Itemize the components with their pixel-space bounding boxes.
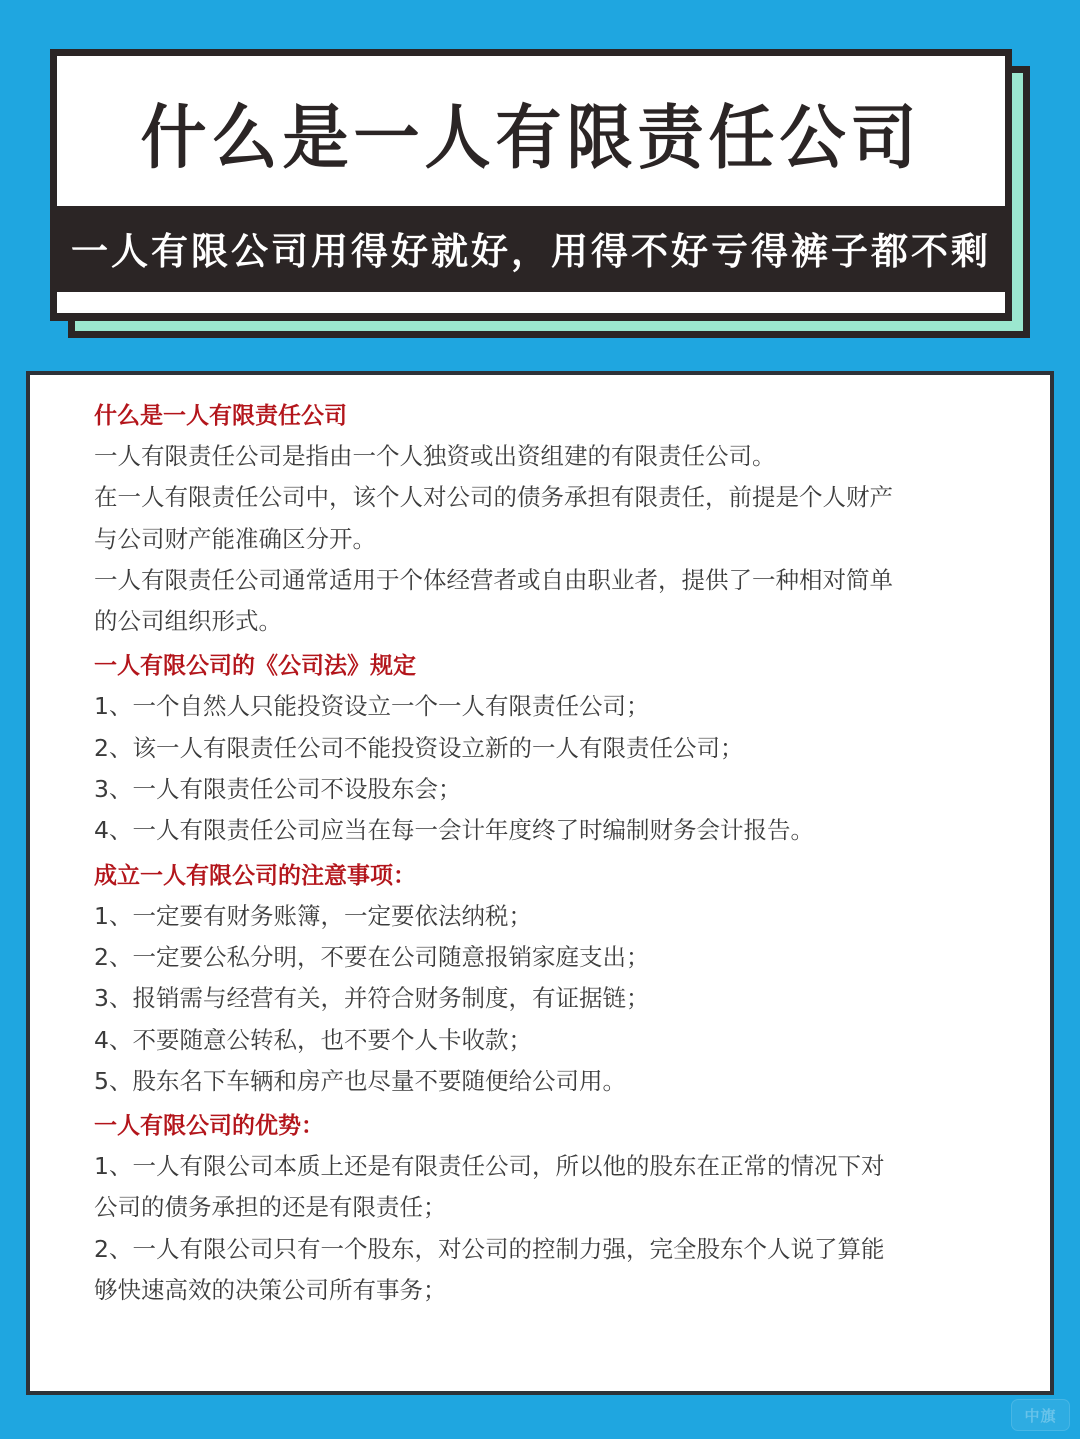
list-item: 1、一人有限公司本质上还是有限责任公司，所以他的股东在正常的情况下对: [94, 1152, 885, 1181]
list-item: 4、不要随意公转私，也不要个人卡收款；: [94, 1025, 532, 1054]
header-title-panel: [57, 56, 1005, 206]
paragraph-line: 与公司财产能准确区分开。: [94, 524, 376, 553]
list-item: 3、报销需与经营有关，并符合财务制度，有证据链；: [94, 984, 650, 1013]
header-subtitle-band: [50, 206, 1012, 289]
list-item: 够快速高效的决策公司所有事务；: [94, 1276, 447, 1305]
list-item: 2、一人有限公司只有一个股东，对公司的控制力强，完全股东个人说了算能: [94, 1234, 885, 1263]
section-advantages: [94, 1111, 990, 1311]
list-item: 公司的债务承担的还是有限责任；: [94, 1193, 447, 1222]
list-item: 2、该一人有限责任公司不能投资设立新的一人有限责任公司；: [94, 733, 744, 762]
paragraph-line: 一人有限责任公司是指由一个人独资或出资组建的有限责任公司。: [94, 442, 776, 470]
section-company-law-rules: [94, 651, 990, 851]
section-title: 成立一人有限公司的注意事项：: [94, 862, 416, 889]
header-bottom-strip: [57, 292, 1005, 313]
watermark-badge: 中旗: [1011, 1399, 1070, 1431]
list-item: 1、一定要有财务账簿，一定要依法纳税；: [94, 901, 532, 930]
paragraph-line: 一人有限责任公司通常适用于个体经营者或自由职业者，提供了一种相对简单: [94, 565, 893, 594]
list-item: 1、一个自然人只能投资设立一个一人有限责任公司；: [94, 692, 650, 721]
list-item: 4、一人有限责任公司应当在每一会计年度终了时编制财务会计报告。: [94, 816, 814, 845]
section-definition: [94, 401, 990, 642]
content-card: [26, 371, 1054, 1395]
section-title: 一人有限公司的优势：: [94, 1113, 324, 1140]
list-item: 3、一人有限责任公司不设股东会；: [94, 775, 462, 804]
section-precautions: [94, 861, 990, 1102]
list-item: 5、股东名下车辆和房产也尽量不要随便给公司用。: [94, 1066, 626, 1095]
paragraph-line: 在一人有限责任公司中，该个人对公司的债务承担有限责任，前提是个人财产: [94, 483, 893, 512]
page-subtitle: 一人有限公司用得好就好，用得不好亏得裤子都不剩: [71, 229, 991, 273]
page-title: 什么是一人有限责任公司: [140, 96, 922, 178]
header-card: [50, 49, 1012, 321]
paragraph-line: 的公司组织形式。: [94, 607, 282, 636]
section-title: 一人有限公司的《公司法》规定: [94, 653, 416, 680]
section-title: 什么是一人有限责任公司: [94, 403, 347, 429]
list-item: 2、一定要公私分明，不要在公司随意报销家庭支出；: [94, 942, 650, 971]
